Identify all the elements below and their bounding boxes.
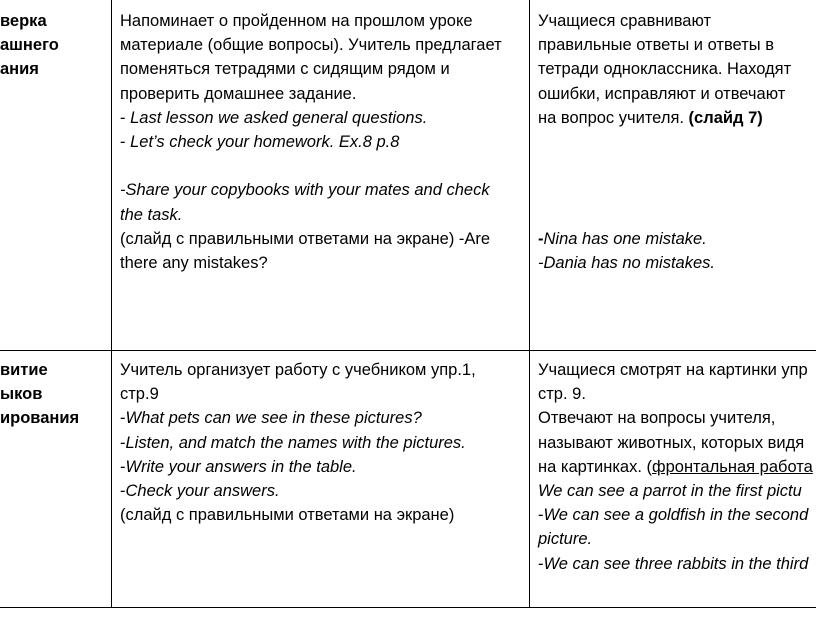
line-dash: - [538, 229, 544, 248]
line-text: there any mistakes? [120, 253, 268, 272]
text-line [120, 431, 476, 455]
text-line [120, 154, 502, 178]
text-line [120, 33, 502, 57]
text-line [538, 455, 813, 479]
line-text: на картинках. ( [538, 457, 653, 476]
teacher-activity-cell-1 [120, 9, 502, 275]
text-line [120, 57, 502, 81]
line-text: Напоминает о пройденном на прошлом уроке [120, 12, 473, 30]
spacer [538, 203, 791, 227]
text-line [538, 82, 791, 106]
line-text: ошибки, исправляют и отвечают [538, 84, 786, 103]
line-text: -Dania has no mistakes. [538, 253, 715, 272]
line-text: Let’s check your homework. Ex.8 p.8 [130, 132, 400, 151]
line-text: Учащиеся смотрят на картинки упр [538, 361, 808, 379]
text-line [538, 527, 813, 551]
stage-line: ирования [0, 409, 80, 428]
line-text: тетради одноклассника. Находят [538, 60, 792, 79]
stage-line: ания [0, 60, 39, 79]
line-text: на вопрос учителя. [538, 108, 684, 127]
text-line [538, 479, 813, 503]
slide-reference: (слайд 7) [683, 108, 763, 127]
line-text: проверить домашнее задание. [120, 84, 357, 103]
stage-line: верка [0, 12, 47, 30]
line-text: What pets can we see in these pictures? [125, 409, 422, 428]
line-text: (слайд с правильными ответами на экране) -Are [120, 229, 491, 248]
text-line [120, 406, 476, 430]
text-line [538, 406, 813, 430]
line-prefix: - [120, 132, 131, 151]
line-text: the task. [120, 205, 183, 224]
line-text: picture. [538, 530, 593, 549]
text-line [120, 82, 502, 106]
student-activity-cell-1 [538, 9, 791, 275]
line-prefix: - [120, 433, 126, 452]
text-line [120, 479, 476, 503]
line-prefix: - [538, 554, 544, 573]
line-text: Last lesson we asked general questions. [130, 108, 428, 127]
text-line [120, 203, 502, 227]
line-prefix: - [120, 481, 126, 500]
text-line [120, 358, 476, 382]
text-line [120, 455, 476, 479]
work-form-label: фронтальная работа [652, 457, 813, 476]
student-activity-cell-2 [538, 358, 813, 576]
column-divider-2 [529, 0, 530, 608]
text-line [538, 9, 791, 33]
spacer [538, 178, 791, 202]
table-bottom-border [0, 607, 816, 608]
text-line [120, 106, 502, 130]
spacer [538, 130, 791, 154]
line-text: Listen, and match the names with the pictures. [125, 433, 466, 452]
text-line [538, 106, 791, 130]
line-text: We can see three rabbits in the third [543, 554, 809, 573]
text-line [538, 358, 813, 382]
line-text: Write your answers in the table. [125, 457, 357, 476]
text-line [538, 552, 813, 576]
line-text: We can see a parrot in the first pictu [538, 481, 802, 500]
line-text: Учащиеся сравнивают [538, 12, 712, 30]
text-line [120, 251, 502, 275]
text-line [538, 251, 791, 275]
line-text: правильные ответы и ответы в [538, 36, 774, 55]
line-text: стр.9 [120, 385, 159, 404]
line-prefix: - [120, 108, 131, 127]
stage-cell-1 [0, 9, 59, 82]
line-text: Nina has one mistake. [543, 229, 707, 248]
line-prefix: - [120, 457, 126, 476]
text-line [120, 382, 476, 406]
text-line [120, 9, 502, 33]
text-line [538, 503, 813, 527]
text-line [538, 431, 813, 455]
text-line [120, 130, 502, 154]
text-line [120, 503, 476, 527]
text-line [538, 227, 791, 251]
line-prefix: - [538, 506, 544, 525]
teacher-activity-cell-2 [120, 358, 476, 527]
line-text: Отвечают на вопросы учителя, [538, 409, 776, 428]
line-prefix: - [120, 409, 126, 428]
text-line [538, 382, 813, 406]
line-text: поменяться тетрадями с сидящим рядом и [120, 60, 450, 79]
line-text: стр. 9. [538, 385, 586, 404]
text-line [120, 178, 502, 202]
line-text: Учитель организует работу с учебником упр.1, [120, 361, 476, 379]
text-line [538, 33, 791, 57]
stage-line: ыков [0, 385, 43, 404]
spacer [538, 154, 791, 178]
line-text: Check your answers. [125, 481, 280, 500]
line-text: -Share your copybooks with your mates and check [120, 181, 490, 200]
text-line [120, 227, 502, 251]
stage-cell-2 [0, 358, 79, 431]
line-text: We can see a goldfish in the second [543, 506, 809, 525]
line-text: (слайд с правильными ответами на экране) [120, 506, 455, 525]
line-text: называют животных, которых видя [538, 433, 805, 452]
text-line [538, 57, 791, 81]
stage-line: витие [0, 361, 48, 379]
row-divider [0, 350, 816, 351]
column-divider-1 [111, 0, 112, 608]
stage-line: ашнего [0, 36, 59, 55]
line-text: материале (общие вопросы). Учитель предлагает [120, 36, 502, 55]
